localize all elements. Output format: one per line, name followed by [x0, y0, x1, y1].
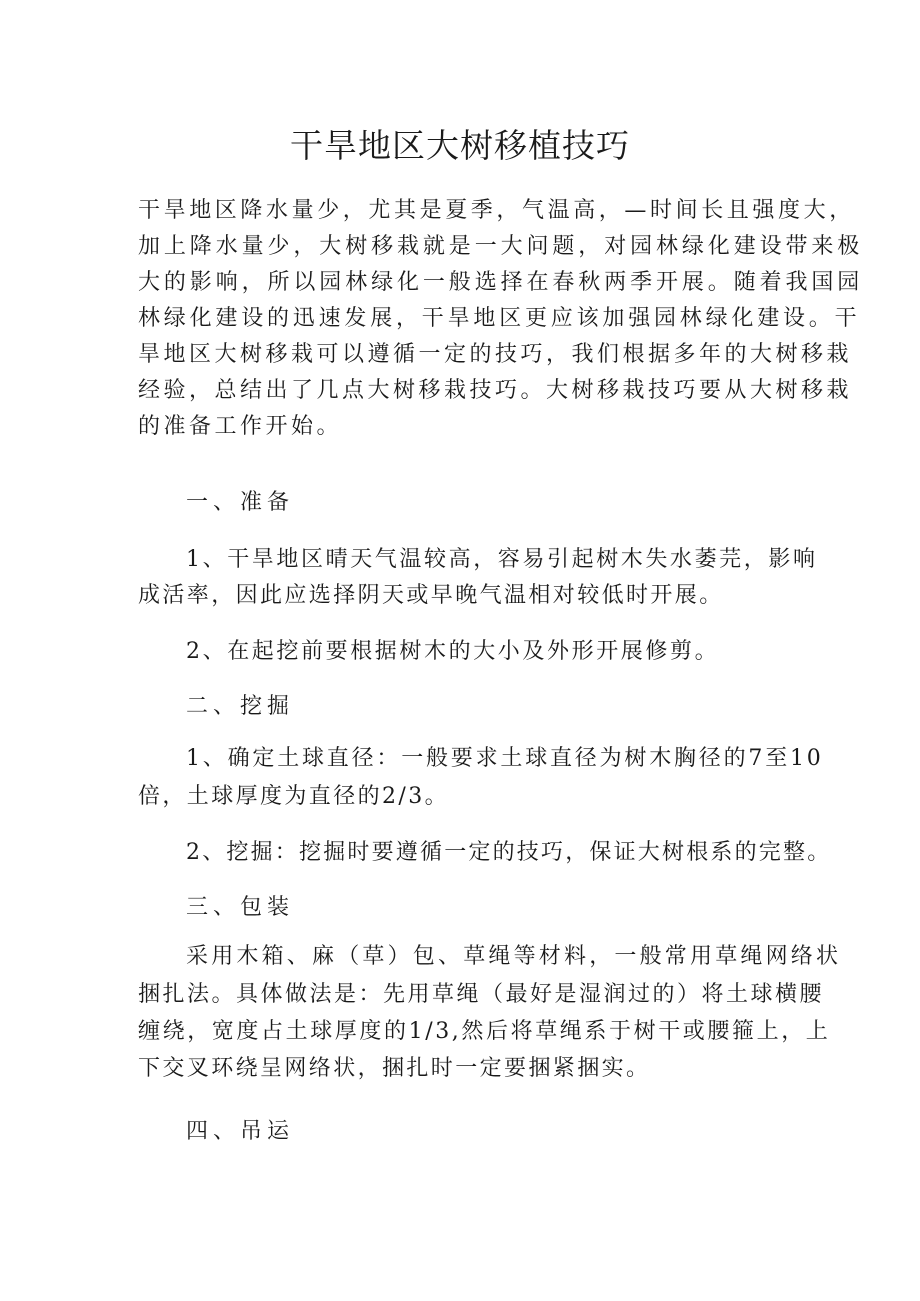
- section-heading-hoisting: 四、吊运: [186, 1119, 295, 1144]
- intro-line-4: 林绿化建设的迅速发展，干旱地区更应该加强园林绿化建设。干: [138, 306, 861, 331]
- intro-line-6: 经验，总结出了几点大树移栽技巧。大树移栽技巧要从大树移栽: [138, 378, 853, 403]
- section-heading-digging: 二、挖掘: [186, 694, 295, 719]
- packing-line-2: 捆扎法。具体做法是：先用草绳（最好是湿润过的）将土球横腰: [138, 982, 825, 1007]
- digging-item-1-line-2: 倍，土球厚度为直径的2/3。: [138, 784, 450, 809]
- section-heading-packing: 三、包装: [186, 895, 295, 920]
- packing-line-4: 下交叉环绕呈网络状，捆扎时一定要捆紧捆实。: [138, 1056, 651, 1081]
- packing-line-1: 采用木箱、麻（草）包、草绳等材料，一般常用草绳网络状: [186, 944, 842, 969]
- digging-item-2: 2、挖掘：挖掘时要遵循一定的技巧，保证大树根系的完整。: [186, 840, 832, 865]
- preparation-item-1-line-2: 成活率，因此应选择阴天或早晚气温相对较低时开展。: [138, 583, 724, 608]
- document-title: 干旱地区大树移植技巧: [290, 126, 630, 165]
- preparation-item-1-line-1: 1、干旱地区晴天气温较高，容易引起树木失水萎芫，影响: [186, 547, 818, 572]
- packing-line-3: 缠绕，宽度占土球厚度的1/3,然后将草绳系于树干或腰箍上，上: [138, 1019, 831, 1044]
- section-heading-preparation: 一、准备: [186, 490, 295, 515]
- intro-line-2: 加上降水量少，大树移栽就是一大问题，对园林绿化建设带来极: [138, 234, 864, 259]
- intro-line-5: 旱地区大树移栽可以遵循一定的技巧，我们根据多年的大树移栽: [138, 342, 853, 367]
- preparation-item-2: 2、在起挖前要根据树木的大小及外形开展修剪。: [186, 639, 720, 664]
- digging-item-1-line-1: 1、确定土球直径：一般要求土球直径为树木胸径的7至10: [186, 746, 824, 771]
- intro-line-3: 大的影响，所以园林绿化一般选择在春秋两季开展。随着我国园: [138, 270, 864, 295]
- intro-line-7: 的准备工作开始。: [138, 414, 343, 439]
- intro-line-1: 干旱地区降水量少，尤其是夏季，气温高，—时间长且强度大，: [138, 198, 855, 223]
